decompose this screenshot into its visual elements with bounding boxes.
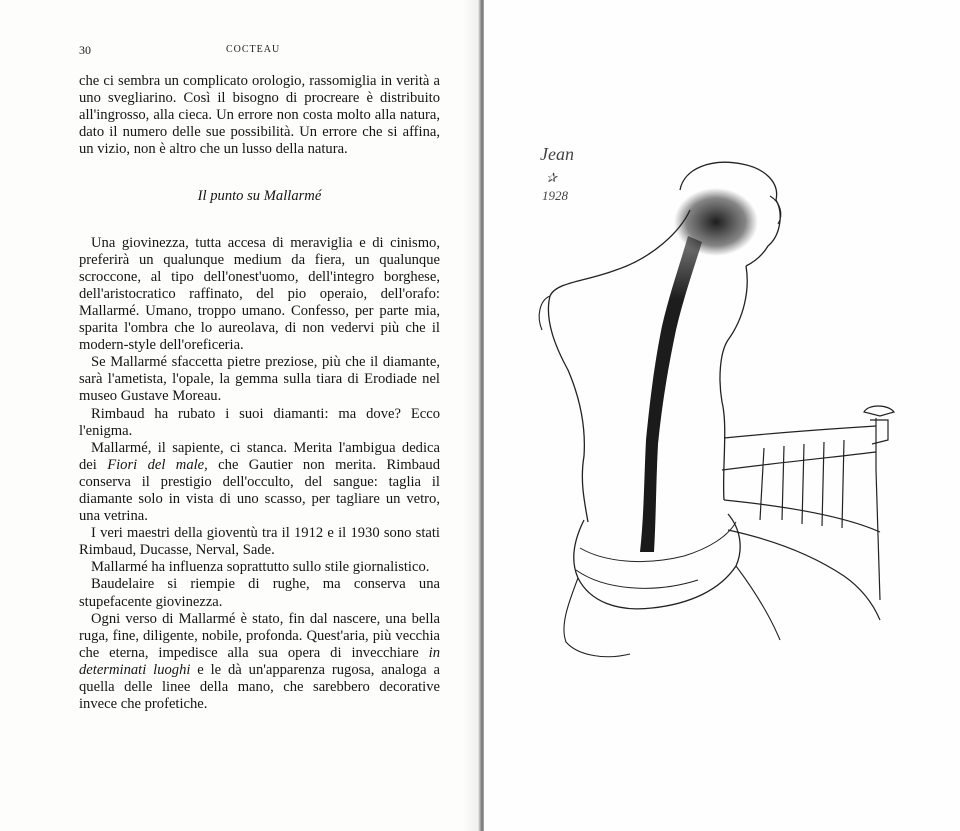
right-page [484,0,960,831]
paragraph-sapiente [79,440,440,525]
drawing-of-seated-figure [484,0,960,831]
paragraph-text: che Gautier non merita. Rimbaud conserva il prestigio dell'occulto, del sangue: taglia il diamante solo in vista di uno scasso, per tagliare un vetro, una vetrina. [79,456,440,525]
paragraph: Una giovinezza, tutta accesa di meraviglia e di cinismo, preferirà un qualunque medium da fiera, un qualunque scroccone, al tipo dell'onest'uomo, dell'integro borghese, dell'aristocratico raffinato, del pio operaio, dell'orafo: Mallarmé. Umano, troppo umano. Confesso, per parte mia, sparita l'ombra che lo aureolava, di non vedervi più che il modern-style dell'oreficeria. [79,234,440,354]
bed-frame [722,406,894,620]
back-outline-right [720,266,747,500]
signature-star: ✰ [546,170,557,185]
opening-paragraph: che ci sembra un complicato orologio, rassomiglia in verità a uno svegliarino. Così il bisogno di procreare è distribuito all'ingrosso, alla cieca. Un errore non costa molto alla natura, dato il numero delle sue possibilità. Un errore che si affina, un vizio, non è altro che un lusso della natura. [79,73,440,158]
section-heading: Il punto su Mallarmé [197,188,322,205]
drape-fold [580,522,736,562]
running-title: COCTEAU [226,44,281,55]
paragraph: Rimbaud ha rubato i suoi diamanti: ma dove? Ecco l'enigma. [79,405,440,439]
lower-drape [736,566,780,640]
drape-outline [574,514,740,609]
running-head [0,43,480,63]
signature-name: Jean [540,144,574,164]
body-text [79,73,440,713]
page-number: 30 [79,43,91,57]
paragraph-text: Mallarmé, il sapiente, ci stanca. Merita l'ambigua dedica dei [79,439,440,473]
lower-drape [564,578,630,657]
paragraph: I veri maestri della gioventù tra il 1912 e il 1930 sono stati Rimbaud, Ducasse, Nerval, Sade. [79,525,440,559]
paragraph: Mallarmé ha influenza soprattutto sullo stile giornalistico. [91,559,430,576]
signature-year: 1928 [542,188,568,203]
drape-fold [576,570,698,588]
paragraph-text: Ogni verso di Mallarmé è stato, fin dal nascere, una bella ruga, fine, diligente, nobile, profonda. Quest'aria, più vecchia che eterna, impedisce alla sua opera di invecchiare [79,610,440,661]
paragraph-ruga [79,611,440,714]
spine-shading [640,236,702,552]
italic-title: Fiori del male, [107,456,208,473]
paragraph: Baudelaire si riempie di rughe, ma conserva una stupefacente giovinezza. [79,576,440,610]
signature [540,144,574,203]
paragraph: Se Mallarmé sfaccetta pietre preziose, più che il diamante, sarà l'ametista, l'opale, la gemma sulla tiara di Erodiade nel museo Gustave Moreau. [79,354,440,405]
italic-phrase: in determinati luoghi [79,644,440,678]
paragraph-text: e le dà un'apparenza rugosa, analoga a quella delle linee della mano, che sarebbero decorative invece che profetiche. [79,661,440,713]
